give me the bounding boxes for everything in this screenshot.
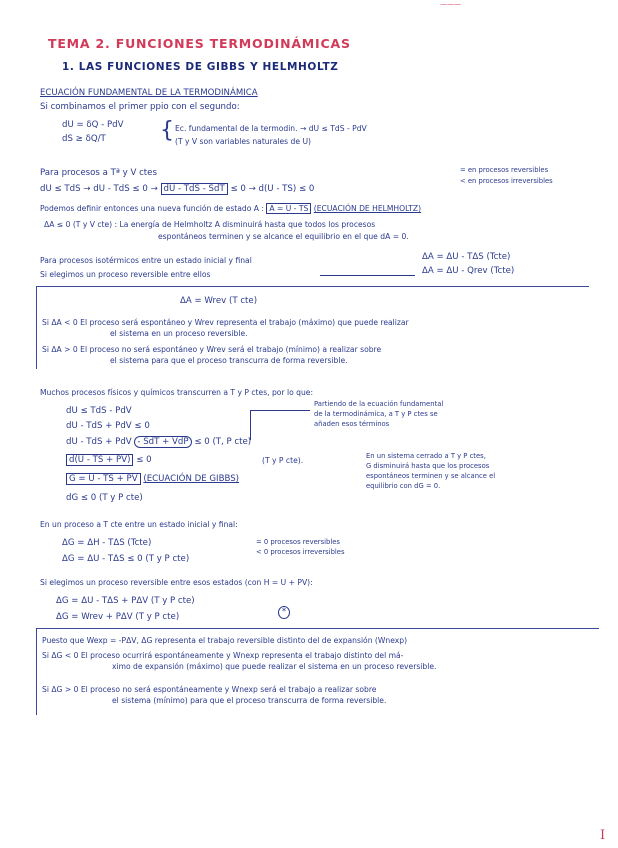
text-line: Si elegimos un proceso reversible entre esos estados (con H = U + PV): [40,578,313,587]
equation: dG ≤ 0 (T y P cte) [66,493,143,503]
equation: ΔG = ΔU - TΔS + PΔV (T y P cte) [56,596,195,606]
note: Ec. fundamental de la termodin. → dU ≤ TdS - PdV [175,124,367,133]
text-part: Podemos definir entonces una nueva función de estado A : [40,204,264,213]
text-line: Puesto que Wexp = -PΔV, ΔG representa el trabajo reversible distinto del de expansión (Wnexp) [42,636,408,645]
side-note: Partiendo de la ecuación fundamental [314,400,444,408]
side-note: equilibrio con dG = 0. [366,482,441,490]
text-line: Para procesos a Tª y V ctes [40,168,157,178]
result: ΔA = ΔU - Qrev (Tcte) [422,266,515,276]
arrow-line [250,410,251,440]
note: < en procesos irreversibles [460,177,553,185]
note: = en procesos reversibles [460,166,549,174]
result: ΔA = Wrev (T cte) [180,296,258,306]
boxed-term: dU - TdS - SdT [161,183,228,195]
text-line: el sistema en un proceso reversible. [110,329,248,338]
circled-term: - SdT + VdP [134,436,191,448]
text-line: Si ΔA > 0 El proceso no será espontáneo y Wrev será el trabajo (mínimo) a realizar sobre [42,345,382,354]
note: < 0 procesos irreversibles [256,548,345,556]
equation-part: ≤ 0 [136,455,152,465]
text-line: Muchos procesos físicos y químicos transcurren a T y P ctes, por lo que: [40,388,314,397]
note: = 0 procesos reversibles [256,538,340,546]
text-line: espontáneos terminen y se alcance el equilibrio en el que dA = 0. [158,232,409,241]
equation: dU - TdS + PdV ≤ 0 [66,421,150,431]
top-mark: ——— [440,0,461,8]
equation-name: (ECUACIÓN DE HELMHOLTZ) [313,204,422,213]
intro-text: Si combinamos el primer ppio con el segundo: [40,102,240,112]
boxed-term: G = U - TS + PV [66,473,141,485]
brace: { [160,118,174,143]
note: (T y V son variables naturales de U) [175,137,311,146]
equation-part: dU - TdS + PdV [66,437,132,447]
equation-name: (ECUACIÓN DE GIBBS) [143,474,240,484]
star-mark: * [278,606,290,619]
equation: dU = δQ - PdV [62,120,124,130]
section-title: 1. LAS FUNCIONES DE GIBBS Y HELMHOLTZ [62,61,339,73]
equation-part: ≤ 0 → d(U - TS) ≤ 0 [230,184,315,194]
text-line: Para procesos isotérmicos entre un estado inicial y final [40,256,252,265]
page-title: TEMA 2. FUNCIONES TERMODINÁMICAS [48,36,351,51]
text-line: ximo de expansión (máximo) que puede realizar el sistema en un proceso reversible. [112,662,437,671]
arrow-line [250,410,310,411]
equation: ΔG = Wrev + PΔV (T y P cte) [56,612,180,622]
text-line: En un proceso a T cte entre un estado inicial y final: [40,520,238,529]
result: ΔA = ΔU - TΔS (Tcte) [422,252,511,262]
equation [66,455,152,466]
text-line: Si ΔA < 0 El proceso será espontáneo y Wrev representa el trabajo (máximo) que puede realizar [42,318,409,327]
boxed-term: d(U - TS + PV) [66,454,133,466]
equation-part: ≤ 0 (T, P cte) [194,437,252,447]
text-line: el sistema para que el proceso transcurra de forma reversible. [110,356,348,365]
text-line [40,204,421,214]
equation [66,437,251,448]
side-note: En un sistema cerrado a T y P ctes, [366,452,486,460]
equation: dS ≥ δQ/T [62,134,106,144]
side-note: espontáneos terminen y se alcance el [366,472,496,480]
boxed-term: A = U - TS [266,203,311,214]
equation-part: dU ≤ TdS → dU - TdS ≤ 0 → [40,184,158,194]
section-heading: ECUACIÓN FUNDAMENTAL DE LA TERMODINÁMICA [40,88,258,98]
text-line: ΔA ≤ 0 (T y V cte) : La energía de Helmholtz A disminuirá hasta que todos los procesos [44,220,376,229]
arrow-line [320,275,415,276]
text-line: el sistema (mínimo) para que el proceso transcurra de forma reversible. [112,696,387,705]
equation [40,184,314,195]
side-note: añaden esos términos [314,420,390,428]
side-note: de la termodinámica, a T y P ctes se [314,410,438,418]
text-line: Si elegimos un proceso reversible entre ellos [40,270,211,279]
text-line: Si ΔG > 0 El proceso no será espontáneamente y Wnexp será el trabajo a realizar sobre [42,685,377,694]
equation: ΔG = ΔU - TΔS ≤ 0 (T y P cte) [62,554,190,564]
equation: dU ≤ TdS - PdV [66,406,132,416]
equation [66,474,239,485]
condition: (T y P cte). [262,456,304,465]
page-number: I [600,828,606,843]
equation: ΔG = ΔH - TΔS (Tcte) [62,538,152,548]
text-line: Si ΔG < 0 El proceso ocurrirá espontáneamente y Wnexp representa el trabajo distinto del má- [42,651,404,660]
side-note: G disminuirá hasta que los procesos [366,462,490,470]
